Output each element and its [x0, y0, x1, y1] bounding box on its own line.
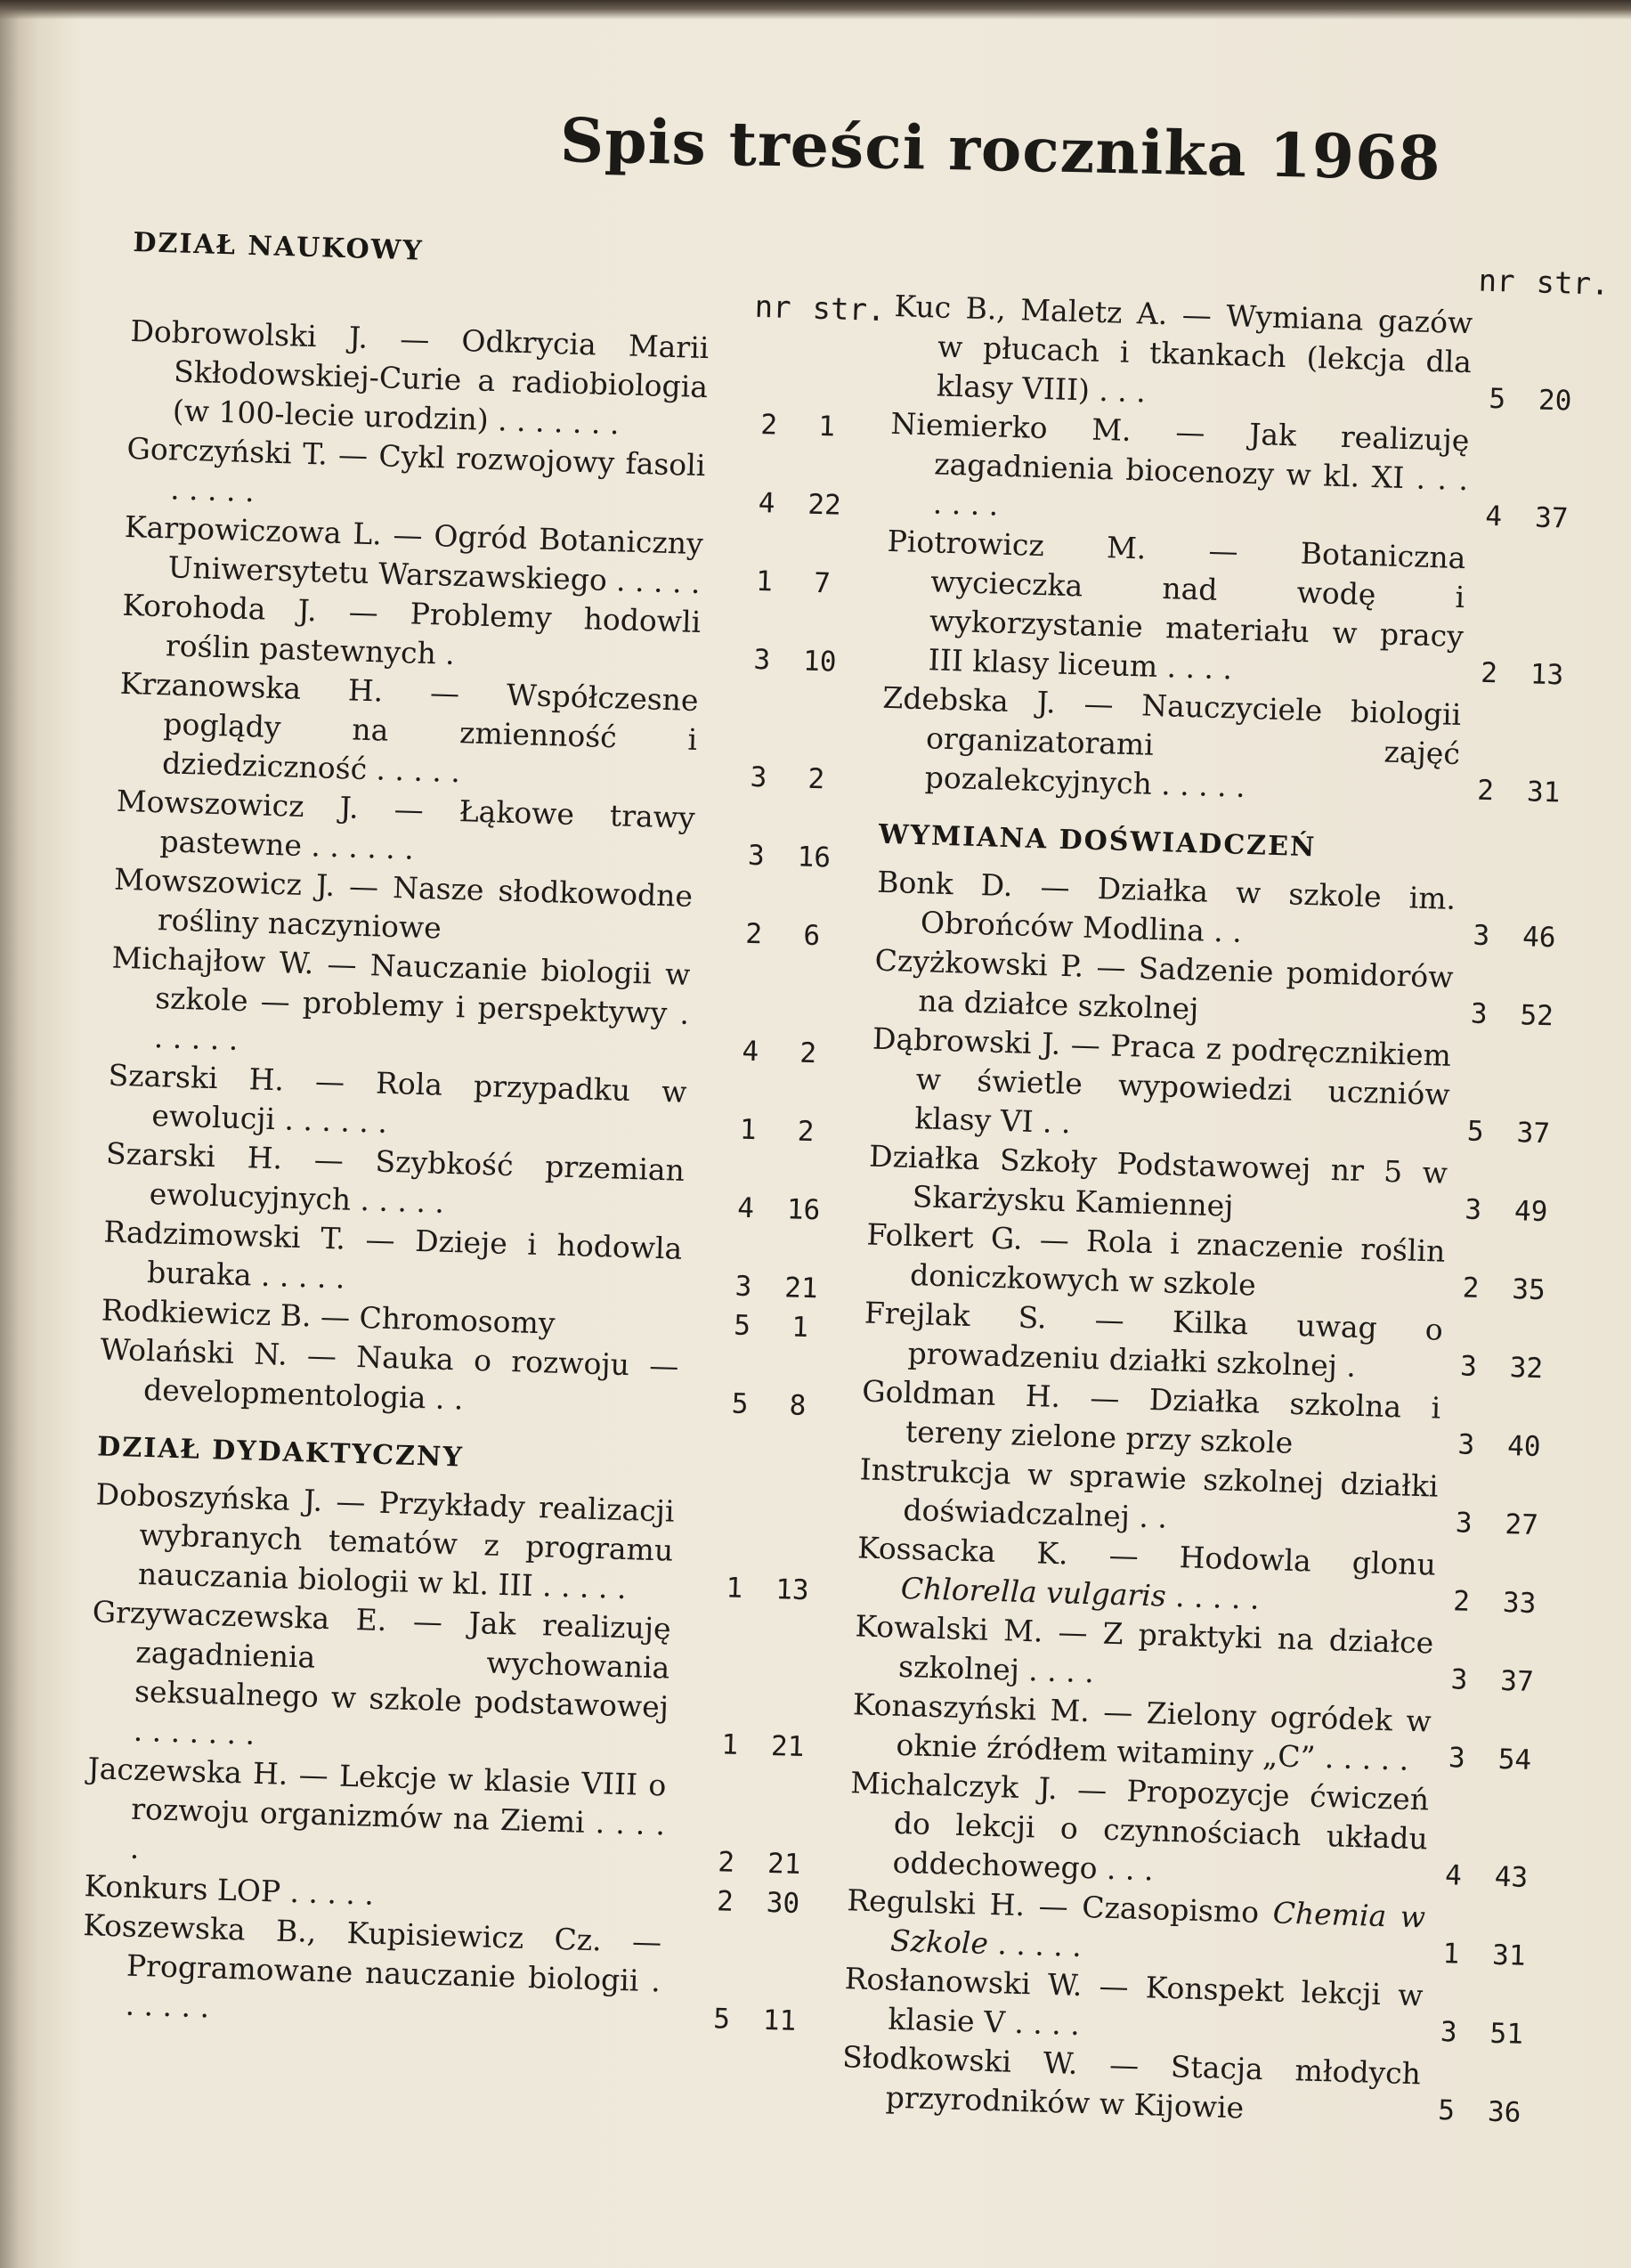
page-number: 30 [766, 1886, 800, 1921]
issue-number: 3 [750, 760, 767, 794]
page-number: 36 [1487, 2095, 1521, 2129]
toc-entry [118, 664, 860, 804]
right-column [840, 263, 1611, 2137]
issue-number: 1 [755, 565, 774, 598]
page-number: 54 [1497, 1743, 1532, 1776]
entry-title [85, 1749, 667, 1883]
page-number: 21 [767, 1847, 801, 1882]
entry-title [109, 939, 691, 1073]
entry-text: Frejlak S. — Kilka uwag o prowadzeniu działki szkolnej . [864, 1295, 1444, 1384]
toc-entry [127, 312, 870, 451]
section-heading-naukowy: DZIAŁ NAUKOWY [132, 227, 425, 267]
issue-number: 1 [726, 1572, 743, 1605]
page-number: 46 [1521, 921, 1556, 955]
page-number: 31 [1526, 776, 1561, 809]
entry-text: Michajłow W. — Nauczanie biologii w szkole — problemy i perspektywy . . . . . . [111, 939, 691, 1057]
page-number: 11 [762, 2004, 797, 2037]
issue-number: 2 [759, 409, 778, 442]
issue-number: 4 [741, 1035, 759, 1069]
page-number: 52 [1520, 999, 1554, 1033]
page-number: 1 [791, 1311, 809, 1345]
toc-entry [80, 1906, 823, 2045]
entry-text: Gorczyński T. — Cykl rozwojowy fasoli . . . . . [126, 430, 706, 509]
issue-number: 3 [1457, 1428, 1475, 1461]
page-number: 8 [789, 1389, 807, 1422]
entry-text: Korohoda J. — Problemy hodowli roślin pastewnych . [121, 587, 702, 671]
page-number: 16 [786, 1193, 821, 1227]
page-number: 37 [1499, 1664, 1535, 1698]
page-number: 21 [770, 1730, 805, 1764]
toc-entry [888, 404, 1603, 543]
entries-wymiana [840, 863, 1589, 2137]
entry-text: Kossacka K. — Hodowla glonu [856, 1530, 1437, 1582]
entry-text: Szarski H. — Szybkość przemian ewolucyjnych . . . . . [105, 1135, 686, 1220]
entry-text: Michalczyk J. — Propozycje ćwiczeń do lekcji o czynnościach układu oddechowego . . . [849, 1765, 1430, 1888]
entry-text: Mowszowicz J. — Łąkowe trawy pastewne . . . . . . [116, 783, 696, 866]
toc-entry [93, 1475, 835, 1614]
page-number: 37 [1534, 501, 1569, 535]
issue-number: 3 [1450, 1663, 1468, 1696]
issue-number: 3 [747, 839, 766, 873]
entry-text: Rosłanowski W. — Konspekt lekcji w klasie V . . . . [844, 1961, 1424, 2043]
entry-text: Goldman H. — Działka szkolna i tereny zielone przy szkole [861, 1373, 1441, 1460]
page-number: 7 [813, 566, 832, 600]
toc-entry [848, 1763, 1563, 1902]
issue-number: 3 [734, 1270, 752, 1304]
nr-label-right: nr [1478, 263, 1516, 300]
entry-text: Kowalski M. — Z praktyki na działce szkolnej . . . . [854, 1608, 1434, 1690]
book-spine-shadow [0, 0, 80, 2268]
toc-entry [883, 522, 1600, 700]
entry-text: Mowszowicz J. — Nasze słodkowodne rośliny naczyniowe [113, 861, 694, 946]
issue-number: 4 [1484, 500, 1503, 533]
entry-text: Koszewska B., Kupisiewicz Cz. — Programowane nauczanie biologii . . . . . . [82, 1907, 662, 2025]
entry-text: Konkurs LOP . . . . . [84, 1868, 375, 1912]
issue-number: 3 [1472, 919, 1490, 953]
entry-text: Rodkiewicz B. — Chromosomy [101, 1292, 556, 1341]
entry-title [840, 2037, 1421, 2133]
entry-title [80, 1906, 662, 2040]
entry-text: Działka Szkoły Podstawowej nr 5 w Skarżysku Kamiennej [868, 1138, 1448, 1223]
entry-text: Radzimowski T. — Dzieje i hodowla buraka . . . . . [102, 1214, 683, 1296]
toc-entry [85, 1749, 827, 1889]
page-number: 31 [1491, 1939, 1527, 1972]
page-number: 32 [1509, 1352, 1544, 1386]
str-label: str. [812, 290, 887, 329]
issue-number: 2 [716, 1885, 734, 1918]
issue-number: 3 [1455, 1507, 1473, 1540]
entry-italic-title: Chemia w Szkole [889, 1895, 1426, 1961]
page-number: 13 [1530, 658, 1564, 692]
page-number: 43 [1494, 1860, 1529, 1894]
issue-number: 4 [1444, 1859, 1463, 1892]
toc-entry [880, 679, 1595, 817]
entry-text: Bonk D. — Działka w szkole im. Obrońców Modlina . . [876, 864, 1457, 949]
section-heading-dydaktyczny: DZIAŁ DYDAKTYCZNY [96, 1431, 465, 1474]
entry-text: Czyżkowski P. — Sadzenie pomidorów na działce szkolnej [874, 942, 1455, 1027]
issue-number: 3 [1440, 2016, 1458, 2049]
entry-text: Jaczewska H. — Lekcje w klasie VIII o rozwoju organizmów na Ziemi . . . . . [87, 1751, 667, 1866]
issue-number: 4 [736, 1191, 755, 1225]
entry-title [888, 404, 1470, 539]
entry-italic-title: Chlorella vulgaris [900, 1570, 1167, 1614]
issue-number: 5 [1488, 382, 1506, 416]
issue-number: 3 [1448, 1742, 1466, 1775]
issue-number: 5 [733, 1309, 751, 1343]
issue-number: 1 [1442, 1938, 1460, 1971]
page-number: 10 [802, 645, 838, 679]
issue-number: 1 [720, 1728, 739, 1761]
entry-text: Regulski H. — Czasopismo [846, 1882, 1260, 1930]
issue-number: 4 [758, 486, 775, 520]
entry-text: Dąbrowski J. — Praca z podręcznikiem w świetle wypowiedzi uczniów klasy VI . . [872, 1020, 1452, 1141]
issue-number: 3 [1470, 997, 1489, 1031]
page-number: 51 [1489, 2017, 1524, 2051]
page-number: 35 [1511, 1273, 1546, 1307]
page-number: 13 [775, 1573, 810, 1607]
page-number: 27 [1505, 1508, 1539, 1542]
entries-dydaktyczny [80, 1475, 835, 2044]
issue-number: 5 [1466, 1115, 1485, 1149]
page-number: 2 [799, 1036, 817, 1070]
entry-text: Wolański N. — Nauka o rozwoju — developmentologia . . [100, 1331, 679, 1417]
toc-entry [109, 939, 851, 1078]
entry-title [118, 664, 700, 799]
nr-label: nr [754, 289, 792, 326]
entry-text: Grzywaczewska E. — Jak realizuję zagadnienia wychowania seksualnego w szkole podstawowej . . . . . . . [92, 1594, 672, 1752]
issue-number: 5 [712, 2003, 731, 2036]
toc-entry [870, 1020, 1586, 1158]
entry-title [93, 1475, 675, 1609]
issue-number: 5 [1437, 2094, 1456, 2127]
page-number: 16 [797, 841, 832, 874]
entry-title [127, 312, 710, 446]
entry-text: Folkert G. — Rola i znaczenie roślin doniczkowych w szkole [866, 1216, 1446, 1303]
issue-number: 2 [1476, 774, 1495, 808]
page-number: 33 [1502, 1586, 1537, 1621]
issue-number: 3 [1459, 1350, 1478, 1383]
issue-number: 2 [1480, 656, 1498, 690]
page-number: 22 [807, 488, 842, 522]
issue-number: 2 [1452, 1585, 1471, 1618]
entry-leader-dots: . . . . . [1165, 1578, 1261, 1616]
str-label-right: str. [1536, 264, 1611, 303]
toc-entry [88, 1592, 832, 1771]
entry-text: Doboszyńska J. — Przykłady realizacji wybranych tematów z programu nauczania biologii w kl. III . . . . . [95, 1476, 676, 1606]
toc-entry [891, 287, 1607, 426]
left-column [80, 227, 887, 2045]
page-number: 20 [1538, 384, 1572, 418]
issue-number: 2 [744, 917, 763, 951]
entries-continued [880, 287, 1607, 817]
page-number: 2 [807, 762, 825, 796]
issue-number: 2 [717, 1846, 735, 1879]
issue-number: 1 [739, 1113, 758, 1147]
entry-title [880, 679, 1462, 813]
entry-text: Dobrowolski J. — Odkrycia Marii Skłodowskiej-Curie a radiobiologia (w 100-lecie urodzin) . . . . . . . [129, 313, 710, 442]
entry-leader-dots: . . . . . [987, 1925, 1083, 1964]
page-top-edge [0, 0, 1631, 20]
entries-naukowy [99, 312, 870, 1430]
entry-text: Karpowiczowa L. — Ogród Botaniczny Uniwersytetu Warszawskiego . . . . . [124, 508, 704, 601]
entry-text: Kuc B., Maletz A. — Wymiana gazów w płucach i tkankach (lekcja dla klasy VIII) . . . [893, 289, 1473, 410]
issue-number: 3 [753, 643, 771, 677]
entry-text: Piotrowicz M. — Botaniczna wycieczka nad wodę i wykorzystanie materiału w pracy III klasy liceum . . . . [887, 523, 1467, 687]
section-heading-wymiana: WYMIANA DOŚWIADCZEŃ [878, 818, 1317, 864]
entry-text: Słodkowski W. — Stacja młodych przyrodników w Kijowie [841, 2039, 1422, 2126]
page-number: 21 [783, 1272, 819, 1305]
entry-title [88, 1592, 671, 1766]
page-number: 49 [1513, 1195, 1548, 1229]
entry-title [891, 287, 1473, 421]
entry-text: Konaszyński M. — Zielony ogródek w oknie źródłem witaminy „C” . . . . . [852, 1687, 1432, 1777]
page-number: 6 [802, 919, 821, 953]
entry-text: Zdebska J. — Nauczyciele biologii organizatorami zajęć pozalekcyjnych . . . . . [881, 679, 1462, 804]
entry-text: Krzanowska H. — Współczesne poglądy na zmienność i dziedziczność . . . . . [119, 665, 700, 790]
entry-title [870, 1020, 1452, 1154]
entry-text: Niemierko M. — Jak realizuję zagadnienia biocenozy w kl. XI . . . . . . . [890, 405, 1470, 523]
page-number: 37 [1516, 1117, 1551, 1150]
issue-number: 5 [731, 1387, 749, 1421]
entry-text: Szarski H. — Rola przypadku w ewolucji . . . . . . [108, 1057, 688, 1140]
page-number: 2 [797, 1115, 816, 1149]
issue-number: 2 [1462, 1272, 1480, 1305]
page-number: 40 [1506, 1429, 1542, 1464]
entry-title [883, 522, 1466, 695]
entry-title [848, 1763, 1430, 1898]
issue-number: 3 [1464, 1193, 1482, 1226]
entry-text: Instrukcja w sprawie szkolnej działki doświadczalnej . . [859, 1451, 1440, 1535]
page-title: Spis treści rocznika 1968 [559, 105, 1442, 195]
page-number: 1 [817, 410, 836, 443]
